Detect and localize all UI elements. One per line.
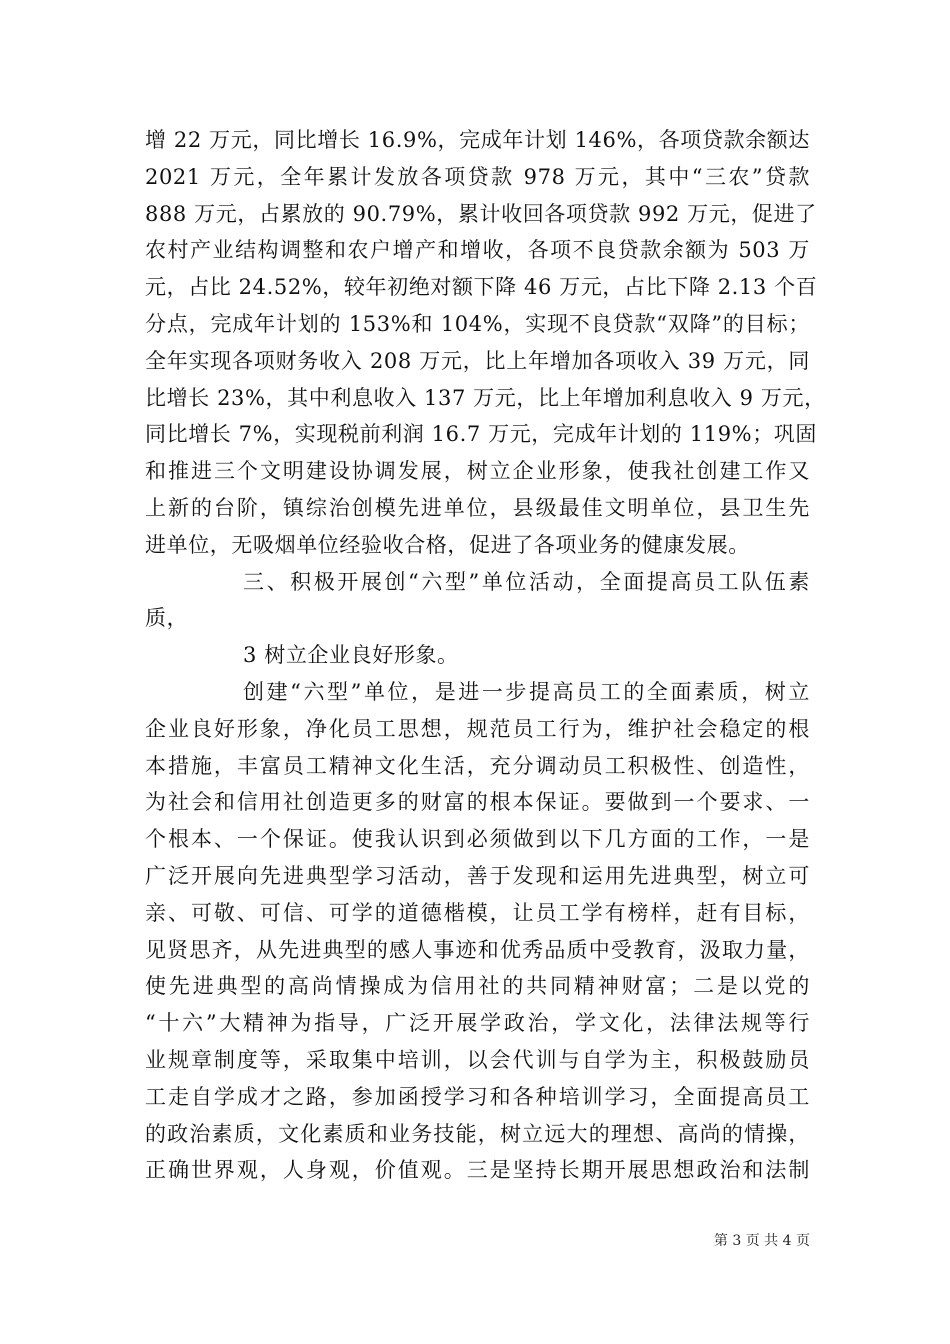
text-line: 本措施，丰富员工精神文化生活，充分调动员工积极性、创造性， bbox=[145, 753, 810, 778]
text-line: 增 22 万元，同比增长 16.9%，完成年计划 146%，各项贷款余额达 bbox=[145, 128, 810, 152]
text-line: 亲、可敬、可信、可学的道德楷模，让员工学有榜样，赶有目标， bbox=[145, 900, 810, 925]
text-line: 上新的台阶，镇综治创模先进单位，县级最佳文明单位，县卫生先 bbox=[145, 495, 810, 520]
text-line: “十六”大精神为指导，广泛开展学政治，学文化，法律法规等行 bbox=[145, 1011, 810, 1036]
text-line: 正确世界观，人身观，价值观。三是坚持长期开展思想政治和法制 bbox=[145, 1158, 810, 1183]
text-line: 创建“六型”单位，是进一步提高员工的全面素质，树立 bbox=[243, 679, 810, 704]
text-line: 工走自学成才之路，参加函授学习和各种培训学习，全面提高员工 bbox=[145, 1084, 810, 1109]
text-line: 和推进三个文明建设协调发展，树立企业形象，使我社创建工作又 bbox=[145, 459, 810, 484]
document-body bbox=[145, 122, 826, 1189]
text-line: 2021 万元，全年累计发放各项贷款 978 万元，其中“三农”贷款 bbox=[145, 164, 810, 189]
text-line: 个根本、一个保证。使我认识到必须做到以下几方面的工作，一是 bbox=[145, 827, 810, 852]
text-line: 比增长 23%，其中利息收入 137 万元，比上年增加利息收入 9 万元， bbox=[145, 385, 826, 410]
section-heading-line: 三、积极开展创“六型”单位活动，全面提高员工队伍素 bbox=[243, 569, 810, 594]
text-line: 业规章制度等，采取集中培训，以会代训与自学为主，积极鼓励员 bbox=[145, 1047, 810, 1072]
text-line: 农村产业结构调整和农户增产和增收，各项不良贷款余额为 503 万 bbox=[145, 238, 810, 263]
text-line: 为社会和信用社创造更多的财富的根本保证。要做到一个要求、一 bbox=[145, 790, 810, 815]
text-line: 的政治素质，文化素质和业务技能，树立远大的理想、高尚的情操， bbox=[145, 1121, 810, 1146]
section-heading-line: 质， bbox=[145, 606, 189, 631]
text-line: 元，占比 24.52%，较年初绝对额下降 46 万元，占比下降 2.13 个百 bbox=[145, 275, 818, 300]
text-line: 企业良好形象，净化员工思想，规范员工行为，维护社会稳定的根 bbox=[145, 716, 810, 741]
page-number-footer: 第 3 页 共 4 页 bbox=[713, 1233, 810, 1249]
subheading-line: 3 树立企业良好形象。 bbox=[243, 643, 459, 668]
text-line: 广泛开展向先进典型学习活动，善于发现和运用先进典型，树立可 bbox=[145, 863, 810, 888]
text-line: 分点，完成年计划的 153%和 104%，实现不良贷款“双降”的目标； bbox=[145, 311, 810, 336]
text-line: 全年实现各项财务收入 208 万元，比上年增加各项收入 39 万元，同 bbox=[145, 348, 810, 373]
text-line: 使先进典型的高尚情操成为信用社的共同精神财富；二是以党的 bbox=[145, 974, 810, 999]
text-line: 888 万元，占累放的 90.79%，累计收回各项贷款 992 万元，促进了 bbox=[145, 201, 817, 226]
text-line: 进单位，无吸烟单位经验收合格，促进了各项业务的健康发展。 bbox=[145, 532, 750, 557]
text-line: 见贤思齐，从先进典型的感人事迹和优秀品质中受教育，汲取力量， bbox=[145, 937, 810, 962]
text-line: 同比增长 7%，实现税前利润 16.7 万元，完成年计划的 119%；巩固 bbox=[145, 422, 818, 447]
